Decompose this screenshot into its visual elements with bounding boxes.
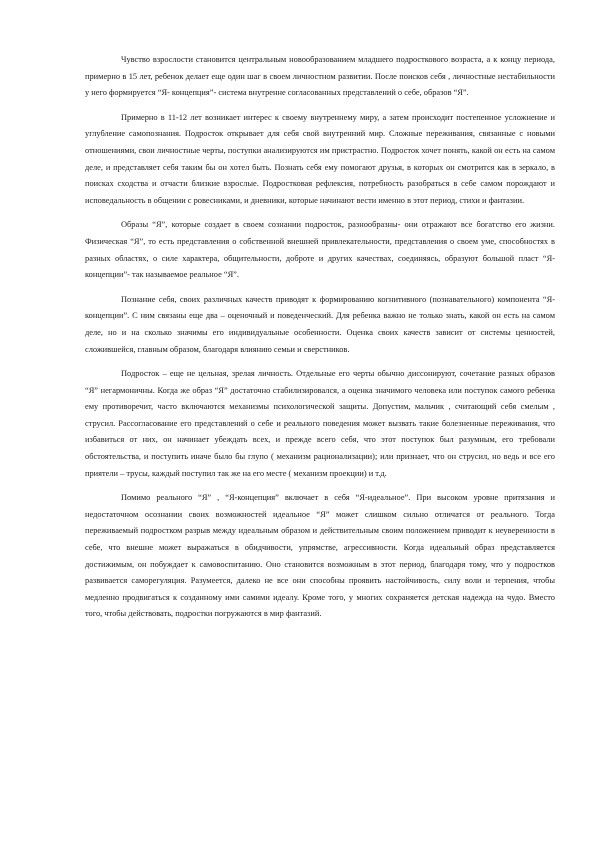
paragraph-3: Образы “Я”, которые создает в своем сознании подросток, разнообразны- они отражают все богатство его жизни. Физическая “Я”, то есть представления о собственной внешней привлекательности, представления о своем уме, способностях в разных областях, о силе характера, общительности, доброте и других качествах, соединяясь, образуют большой пласт “Я-концепции”- так называемое реальное “Я”. xyxy=(85,220,555,280)
paragraph-5: Подросток – еще не цельная, зрелая личность. Отдельные его черты обычно диссонируют, сочетание разных образов “Я” негармоничны. Когда же образ “Я” достаточно стабилизировался, а оценка значимого человека или поступок самого ребенка ему противоречит, часто включаются механизмы психологической защиты. Допустим, мальчик , считающий себя смелым , струсил. Рассогласование его представлений о себе и реального поведения может вызвать такие болезненные переживания, что избавиться от них, он начинает убеждать всех, и прежде всего себя, что этот поступок был разумным, его требовали обстоятельства, и поступить иначе было бы глупо ( механизм рационализации); или признает, что он струсил, но ведь и все его приятели – трусы, каждый поступил так же на его месте ( механизм проекции) и т.д. xyxy=(85,369,555,478)
paragraph-6: Помимо реального “Я” , “Я-концепция” включает в себя “Я-идеальное”. При высоком уровне притязания и недостаточном осознании своих возможностей идеальное “Я” может слишком сильно отличатся от реального. Тогда переживаемый подростком разрыв между идеальным образом и действительным своим положением приводит к неуверенности в себе, что внешне может выражаться в обидчивости, упрямстве, агрессивности. Когда идеальный образ представляется достижимым, он побуждает к самовоспитанию. Оно становится возможным в этот период, благодаря тому, что у подростков развивается саморегуляция. Разумеется, далеко не все они способны проявить настойчивость, силу воли и терпения, чтобы медленно продвигаться к созданному ими самими идеалу. Кроме того, у многих сохраняется детская надежда на чудо. Вместо того, чтобы действовать, подростки погружаются в мир фантазий. xyxy=(85,493,555,619)
paragraph-2: Примерно в 11-12 лет возникает интерес к своему внутреннему миру, а затем происходит постепенное усложнение и углубление самопознания. Подросток открывает для себя свой внутренний мир. Сложные переживания, связанные с новыми отношениями, свои личностные черты, поступки анализируются им пристрастно. Подросток хочет понять, какой он есть на самом деле, и представляет себя таким бы он хотел быть. Познать себя ему помогают друзья, в которых он смотрится как в зеркало, в поисках сходства и отчасти близкие взрослые. Подростковая рефлексия, потребность разобраться в себе самом порождают и исповедальность в общении с ровесниками, и дневники, которые начинают вести именно в этот период, стихи и фантазии. xyxy=(85,112,555,205)
paragraph-1: Чувство взрослости становится центральным новообразованием младшего подросткового возраста, а к концу периода, примерно в 15 лет, ребенок делает еще один шаг в своем личностном развитии. После поисков себя , личностные нестабильности у него формируется “Я- концепция”- система внутренне согласованных представлений о себе, образов “Я”. xyxy=(85,55,555,98)
paragraph-4: Познание себя, своих различных качеств приводят к формированию когнитивного (познавательного) компонента “Я-концепции”. С ним связаны еще два – оценочный и поведенческий. Для ребенка важно не только знать, какой он есть на самом деле, но и на сколько значимы его индивидуальные особенности. Оценка своих качеств зависит от системы ценностей, сложившейся, главным образом, благодаря влиянию семьи и сверстников. xyxy=(85,294,555,354)
